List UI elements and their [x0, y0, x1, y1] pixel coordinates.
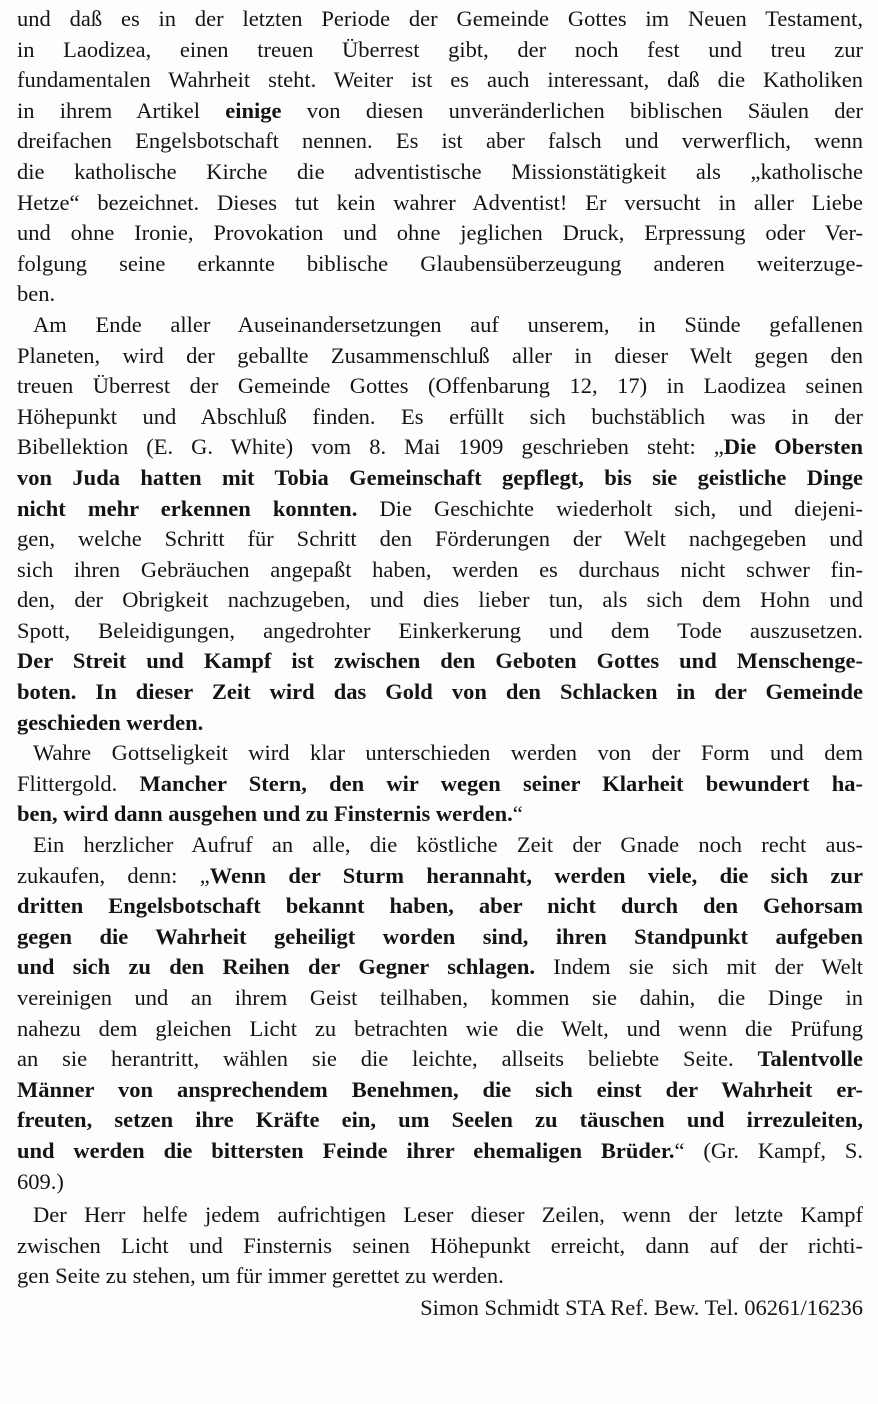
- text-run: Die Geschichte wiederholt sich, und diejeni-: [357, 495, 863, 521]
- text-run: gen Seite zu stehen, um für immer gerettet zu werden.: [17, 1263, 504, 1289]
- bold-text: Die Obersten: [723, 434, 863, 460]
- text-run: in ihrem Artikel: [17, 97, 226, 123]
- text-line: [17, 1261, 863, 1292]
- text-line: [17, 341, 863, 372]
- text-line: [17, 1200, 863, 1231]
- text-line: [17, 1014, 863, 1045]
- text-run: sich ihren Gebräuchen angepaßt haben, werden es durchaus nicht schwer fin-: [17, 556, 863, 582]
- text-run: Der Herr helfe jedem aufrichtigen Leser dieser Zeilen, wenn der letzte Kampf: [33, 1202, 863, 1228]
- text-line: [17, 524, 863, 555]
- text-line: [17, 555, 863, 586]
- text-run: Planeten, wird der geballte Zusammenschluß aller in dieser Welt gegen den: [17, 342, 863, 368]
- text-line: [17, 310, 863, 341]
- text-run: gen, welche Schritt für Schritt den Förderungen der Welt nachgegeben und: [17, 526, 863, 552]
- text-run: “ (Gr. Kampf, S.: [674, 1137, 863, 1163]
- text-line: [17, 96, 863, 127]
- bold-text: gegen die Wahrheit geheiligt worden sind, ihren Standpunkt aufgeben: [17, 923, 863, 949]
- text-run: von diesen unveränderlichen biblischen Säulen der: [281, 97, 863, 123]
- article-lines: [17, 4, 863, 1292]
- text-run: 609.): [17, 1168, 64, 1194]
- text-line: [17, 1044, 863, 1075]
- text-line: [17, 830, 863, 861]
- text-line: [17, 708, 863, 739]
- bold-text: Talentvolle: [757, 1046, 863, 1072]
- bold-text: und sich zu den Reihen der Gegner schlagen.: [17, 954, 535, 980]
- text-run: und daß es in der letzten Periode der Gemeinde Gottes im Neuen Testament,: [17, 6, 863, 31]
- text-line: [17, 402, 863, 433]
- text-run: den, der Obrigkeit nachzugeben, und dies lieber tun, als sich dem Hohn und: [17, 587, 863, 613]
- text-run: zukaufen, denn: „: [17, 862, 210, 888]
- text-line: [17, 585, 863, 616]
- bold-text: von Juda hatten mit Tobia Gemeinschaft gepflegt, bis sie geistliche Dinge: [17, 464, 863, 490]
- text-run: folgung seine erkannte biblische Glaubensüberzeugung anderen weiterzuge-: [17, 250, 863, 276]
- text-run: Wahre Gottseligkeit wird klar unterschieden werden von der Form und dem: [33, 740, 863, 766]
- text-run: Ein herzlicher Aufruf an alle, die köstliche Zeit der Gnade noch recht aus-: [33, 832, 863, 858]
- text-run: Am Ende aller Auseinandersetzungen auf unserem, in Sünde gefallenen: [33, 311, 863, 337]
- bold-text: boten. In dieser Zeit wird das Gold von den Schlacken in der Gemeinde: [17, 679, 863, 705]
- text-run: Indem sie sich mit der Welt: [534, 954, 864, 980]
- text-run: nahezu dem gleichen Licht zu betrachten wie die Welt, und wenn die Prüfung: [17, 1015, 863, 1041]
- signature: Simon Schmidt STA Ref. Bew. Tel. 06261/16236: [420, 1294, 863, 1320]
- bold-text: dritten Engelsbotschaft bekannt haben, aber nicht durch den Gehorsam: [17, 893, 863, 919]
- text-line: [17, 922, 863, 953]
- text-line: [17, 371, 863, 402]
- text-line: [17, 983, 863, 1014]
- text-run: und ohne Ironie, Provokation und ohne jeglichen Druck, Erpressung oder Ver-: [17, 220, 863, 246]
- text-line: [17, 952, 863, 983]
- text-run: treuen Überrest der Gemeinde Gottes (Offenbarung 12, 17) in Laodizea seinen: [17, 373, 863, 399]
- bold-text: Wenn der Sturm herannaht, werden viele, die sich zur: [209, 862, 863, 888]
- text-run: Hetze“ bezeichnet. Dieses tut kein wahrer Adventist! Er versucht in aller Liebe: [17, 189, 863, 215]
- text-run: die katholische Kirche die adventistische Missionstätigkeit als „katholische: [17, 158, 863, 184]
- text-line: [17, 126, 863, 157]
- bold-text: geschieden werden.: [17, 709, 204, 735]
- text-run: Höhepunkt und Abschluß finden. Es erfüllt sich buchstäblich was in der: [17, 403, 863, 429]
- text-run: vereinigen und an ihrem Geist teilhaben, kommen sie dahin, die Dinge in: [17, 985, 863, 1010]
- bold-text: einige: [225, 97, 282, 123]
- text-line: [17, 738, 863, 769]
- bold-text: nicht mehr erkennen konnten.: [17, 495, 358, 521]
- text-run: Flittergold.: [17, 770, 140, 796]
- text-line: [17, 1075, 863, 1106]
- text-line: [17, 769, 863, 800]
- article-body: [17, 4, 863, 1324]
- text-run: in Laodizea, einen treuen Überrest gibt, der noch fest und treu zur: [17, 36, 863, 62]
- text-line: [17, 677, 863, 708]
- bold-text: und werden die bittersten Feinde ihrer ehemaligen Brüder.: [17, 1137, 675, 1163]
- text-run: an sie herantritt, wählen sie die leichte, allseits beliebte Seite.: [17, 1046, 758, 1072]
- text-line: [17, 65, 863, 96]
- text-run: ben.: [17, 281, 56, 307]
- text-line: [17, 188, 863, 219]
- text-line: [17, 1105, 863, 1136]
- text-run: Bibellektion (E. G. White) vom 8. Mai 1909 geschrieben steht: „: [17, 434, 724, 460]
- text-line: [17, 616, 863, 647]
- text-run: dreifachen Engelsbotschaft nennen. Es ist aber falsch und verwerflich, wenn: [17, 128, 863, 154]
- bold-text: Männer von ansprechendem Benehmen, die sich einst der Wahrheit er-: [17, 1076, 863, 1102]
- text-line: [17, 279, 863, 310]
- text-line: [17, 494, 863, 525]
- bold-text: Der Streit und Kampf ist zwischen den Geboten Gottes und Menschenge-: [17, 648, 863, 674]
- text-line: [17, 891, 863, 922]
- text-line: [17, 1167, 863, 1198]
- text-line: [17, 4, 863, 35]
- text-line: [17, 463, 863, 494]
- bold-text: ben, wird dann ausgehen und zu Finsternis werden.: [17, 801, 513, 827]
- text-line: [17, 432, 863, 463]
- text-line: [17, 249, 863, 280]
- text-line: [17, 157, 863, 188]
- bold-text: Mancher Stern, den wir wegen seiner Klarheit bewundert ha-: [139, 770, 863, 796]
- text-line: [17, 218, 863, 249]
- text-line: [17, 1231, 863, 1262]
- text-run: zwischen Licht und Finsternis seinen Höhepunkt erreicht, dann auf der richti-: [17, 1232, 863, 1258]
- text-line: [17, 646, 863, 677]
- bold-text: freuten, setzen ihre Kräfte ein, um Seelen zu täuschen und irrezuleiten,: [17, 1107, 863, 1133]
- text-run: Spott, Beleidigungen, angedrohter Einkerkerung und dem Tode auszusetzen.: [17, 617, 863, 643]
- text-line: [17, 799, 863, 830]
- text-run: fundamentalen Wahrheit steht. Weiter ist es auch interessant, daß die Katholiken: [17, 67, 863, 93]
- text-line: [17, 1136, 863, 1167]
- text-line: [17, 861, 863, 892]
- text-line: [17, 35, 863, 66]
- text-run: “: [512, 801, 523, 827]
